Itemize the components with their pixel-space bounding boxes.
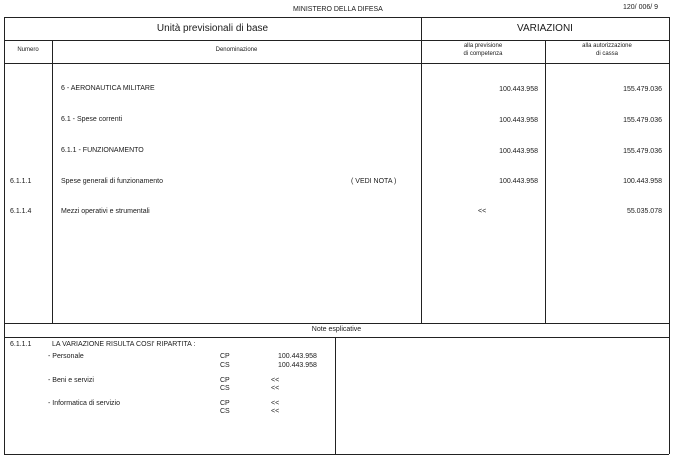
row-numero: 6.1.1.4 [10, 208, 32, 215]
row-numero: 6.1.1.1 [10, 178, 32, 185]
cp-label: CP [220, 400, 230, 407]
cs-label: CS [220, 385, 230, 392]
upb-header: Unità previsionali di base [156, 23, 269, 34]
row-nota: ( VEDI NOTA ) [351, 178, 397, 185]
row-denominazione: 6 - AERONAUTICA MILITARE [61, 85, 155, 92]
cp-value: << [271, 377, 280, 384]
row-cassa: 155.479.036 [623, 117, 662, 124]
cp-value: << [271, 400, 280, 407]
col-denominazione-header: Denominazione [215, 47, 258, 53]
row-denominazione: 6.1 - Spese correnti [61, 116, 123, 123]
cp-label: CP [220, 353, 230, 360]
row-denominazione: Mezzi operativi e strumentali [61, 208, 150, 215]
col-cassa-header: alla autorizzazione di cassa [582, 43, 632, 57]
ministry-title: MINISTERO DELLA DIFESA [293, 6, 383, 13]
cs-value: << [271, 385, 280, 392]
row-cassa: 155.479.036 [623, 86, 662, 93]
col-numero-header: Numero [17, 47, 39, 53]
variazioni-header: VARIAZIONI [517, 23, 573, 34]
note-item-label: - Beni e servizi [48, 377, 94, 384]
row-competenza: 100.443.958 [499, 86, 538, 93]
row-denominazione: Spese generali di funzionamento [61, 178, 163, 185]
cs-value: << [271, 408, 280, 415]
cs-value: 100.443.958 [278, 362, 317, 369]
notes-title: Note esplicative [311, 326, 362, 333]
cs-label: CS [220, 408, 230, 415]
row-cassa: 155.479.036 [623, 148, 662, 155]
row-cassa: 55.035.078 [626, 208, 662, 215]
row-denominazione: 6.1.1 - FUNZIONAMENTO [61, 147, 144, 154]
note-item-label: - Personale [48, 353, 84, 360]
page-reference: 120/ 006/ 9 [623, 4, 659, 11]
notes-heading: LA VARIAZIONE RISULTA COSI' RIPARTITA : [52, 341, 196, 348]
row-competenza: 100.443.958 [499, 178, 538, 185]
col-competenza-header: alla previsione di competenza [463, 43, 503, 57]
cp-value: 100.443.958 [278, 353, 317, 360]
note-item-label: - Informatica di servizio [48, 400, 120, 407]
cp-label: CP [220, 377, 230, 384]
row-competenza: << [478, 208, 487, 215]
cs-label: CS [220, 362, 230, 369]
row-competenza: 100.443.958 [499, 117, 538, 124]
row-cassa: 100.443.958 [623, 178, 662, 185]
row-competenza: 100.443.958 [499, 148, 538, 155]
notes-numero: 6.1.1.1 [10, 341, 32, 348]
